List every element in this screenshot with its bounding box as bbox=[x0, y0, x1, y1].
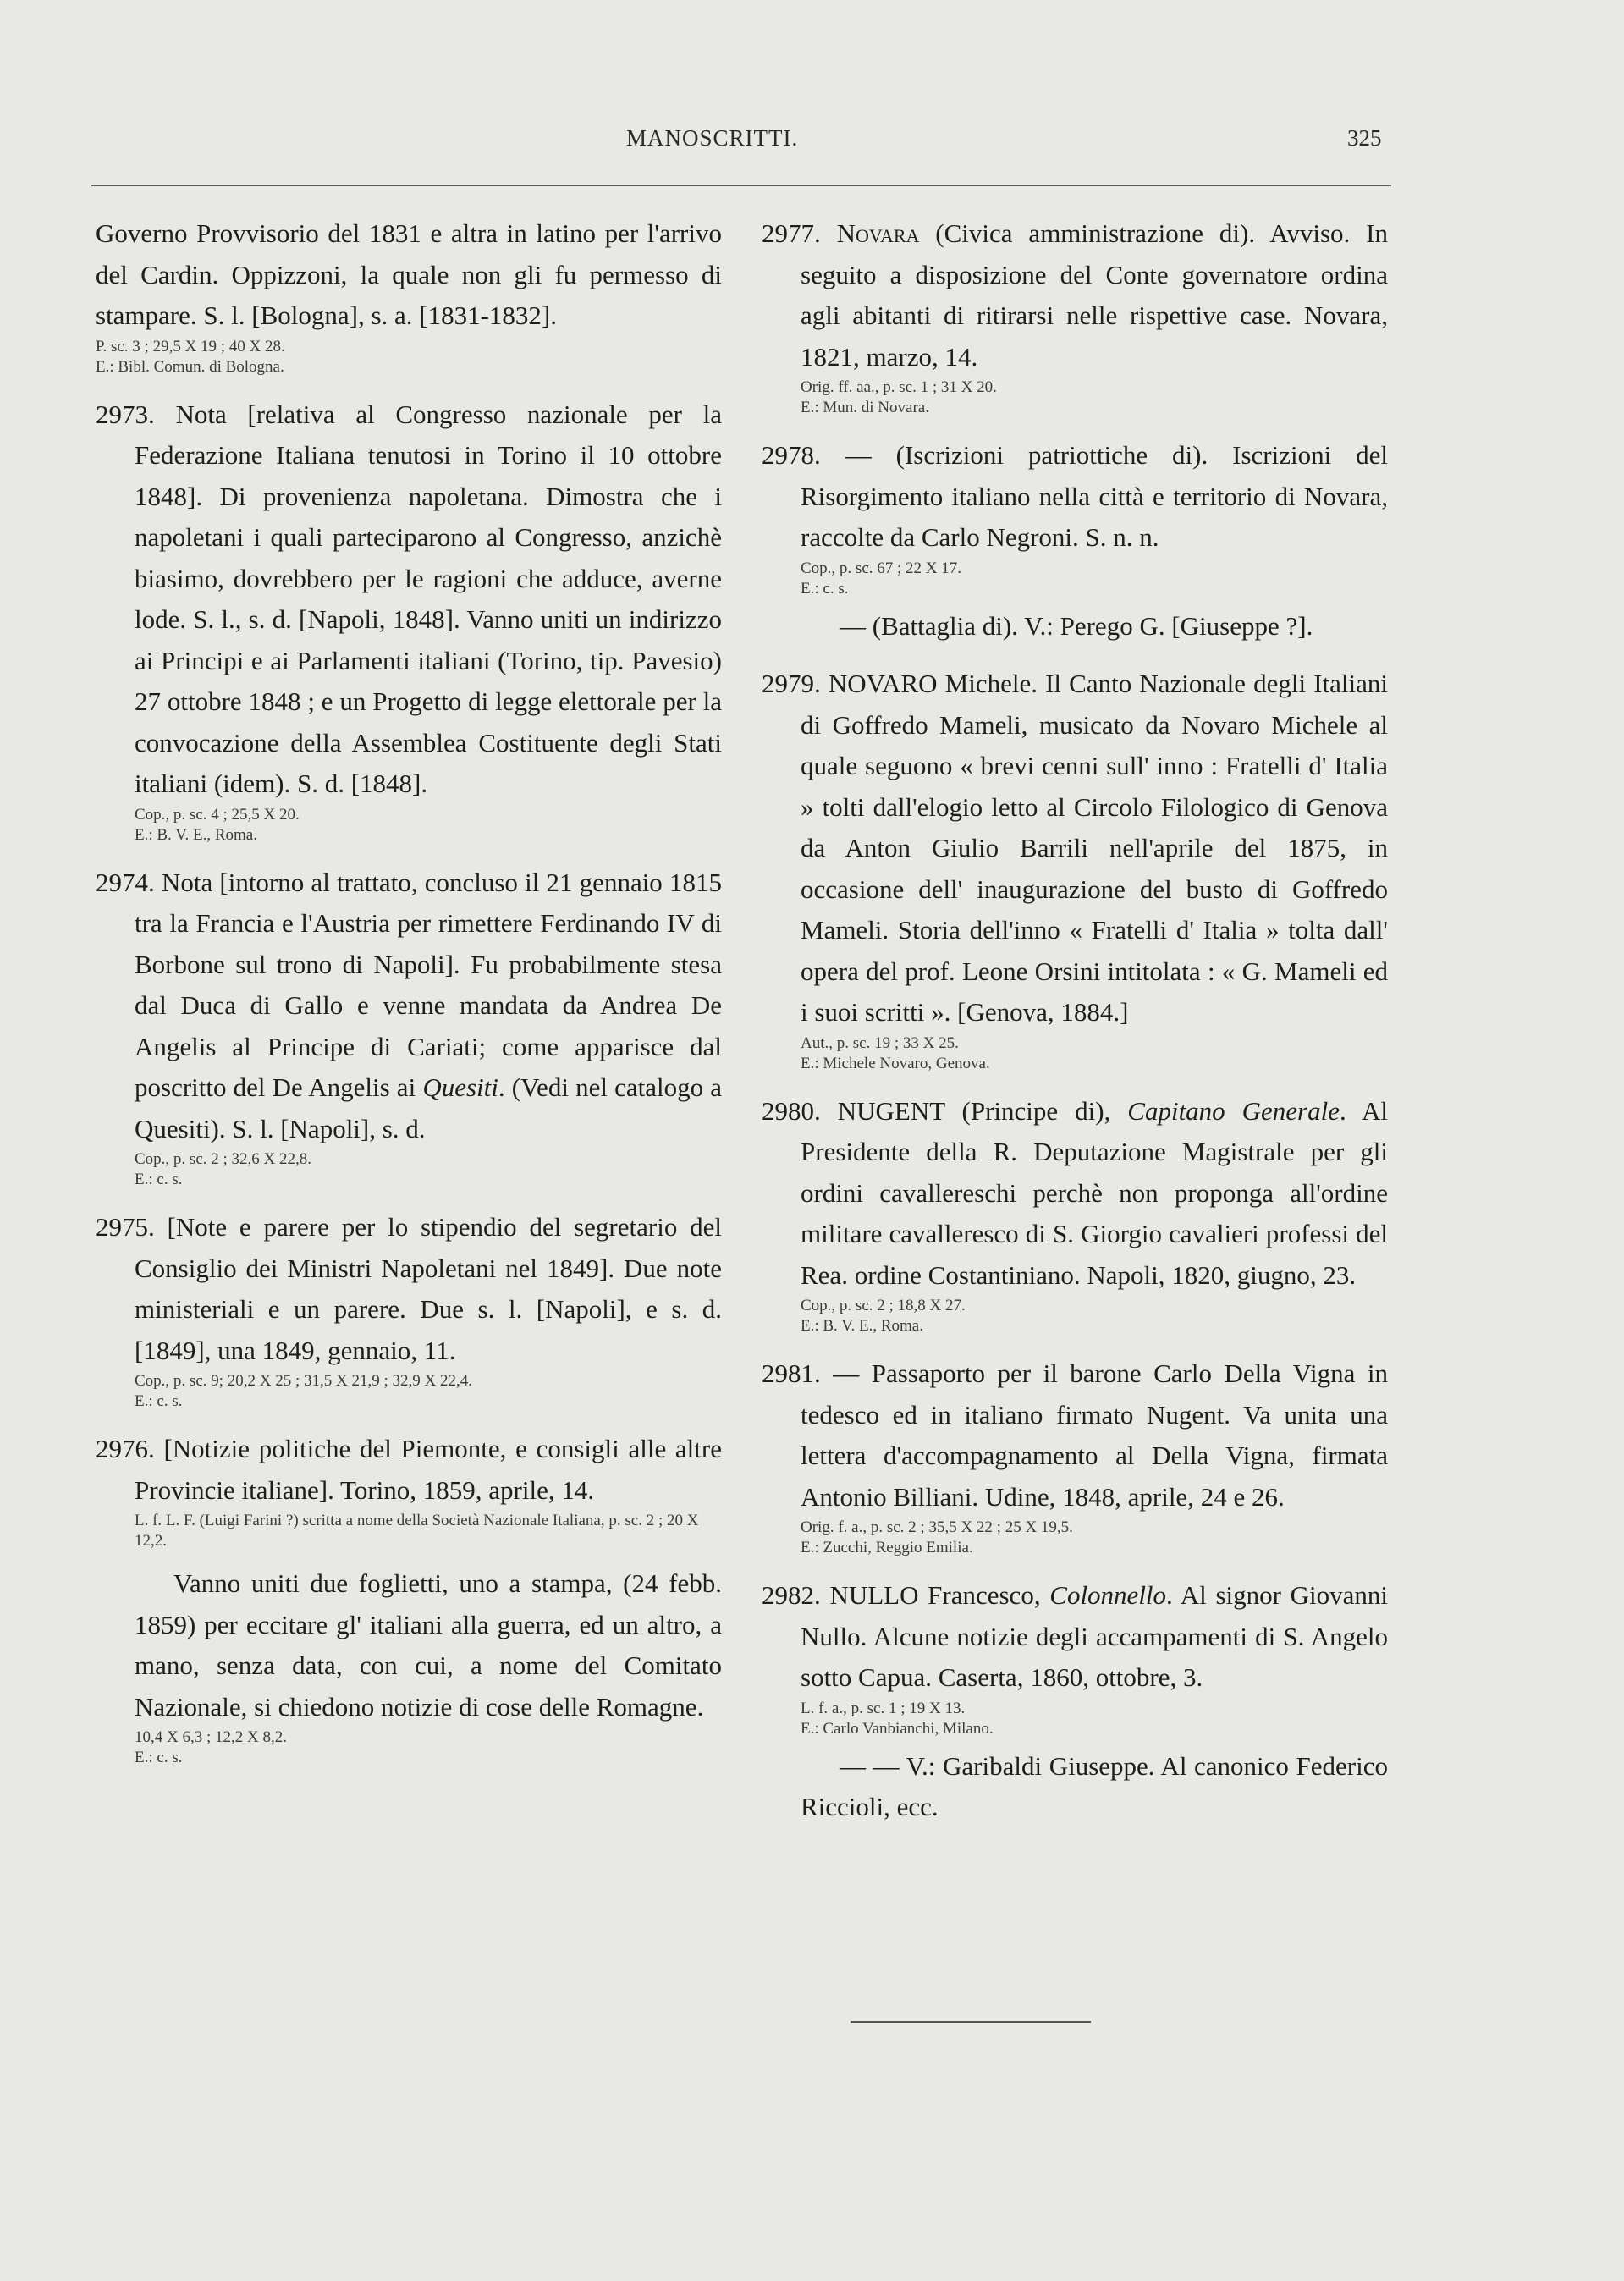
entry-meta-line: E.: c. s. bbox=[135, 1749, 183, 1766]
entry-meta-line: Cop., p. sc. 9; 20,2 X 25 ; 31,5 X 21,9 ; 32,9 X 22,4. bbox=[135, 1372, 472, 1390]
entry-meta-line: Orig. ff. aa., p. sc. 1 ; 31 X 20. bbox=[801, 378, 997, 396]
entry-number: 2973. bbox=[96, 399, 155, 429]
entry-text: [Note e parere per lo stipendio del segretario del Consiglio dei Ministri Napoletani nel 1849]. Due note ministeriali e un parere. Due s. l. [Napoli], e s. d. [1849], una 1849, gennaio, 11. bbox=[135, 1212, 722, 1365]
entry-2979 bbox=[762, 664, 1388, 1074]
entry-body bbox=[762, 664, 1388, 1033]
entry-meta-line: E.: Mun. di Novara. bbox=[801, 399, 929, 416]
entry-meta bbox=[96, 1727, 722, 1768]
entry-cross-reference: — — V.: Garibaldi Giuseppe. Al canonico Federico Riccioli, ecc. bbox=[801, 1750, 1388, 1821]
entry-meta-line: Cop., p. sc. 2 ; 18,8 X 27. bbox=[801, 1297, 966, 1314]
running-head-title: MANOSCRITTI. bbox=[626, 125, 799, 151]
entry-meta-line: L. f. a., p. sc. 1 ; 19 X 13. bbox=[801, 1699, 966, 1717]
entry-2978 bbox=[762, 435, 1388, 647]
entry-italic-text: Colonnello bbox=[1049, 1580, 1167, 1610]
entry-text: NULLO Francesco, bbox=[829, 1580, 1050, 1610]
entry-text: [Notizie politiche del Piemonte, e consigli alle altre Provincie italiane]. Torino, 1859, aprile, 14. bbox=[135, 1434, 722, 1505]
entry-text: (Civica amministrazione di). Avviso. In seguito a disposizione del Conte governatore ordina agli abitanti di ritirarsi nelle rispettive case. Novara, 1821, marzo, 14. bbox=[801, 218, 1388, 372]
entry-text: . Al Presidente della R. Deputazione Magistrale per gli ordini cavallereschi perchè non proponga all'ordine militare cavalleresco di S. Giorgio cavalieri professi del Rea. ordine Costantiniano. Napoli, 1820, giugno, 23. bbox=[801, 1095, 1389, 1290]
entry-number: 2981. bbox=[762, 1358, 821, 1388]
entry-number: 2978. bbox=[762, 440, 821, 470]
entry-meta bbox=[762, 1033, 1388, 1074]
entry-meta-line: L. f. L. F. (Luigi Farini ?) scritta a nome della Società Nazionale Italiana, p. sc. 2 ; 20 X 12,2. bbox=[135, 1512, 699, 1550]
header-rule bbox=[91, 185, 1391, 186]
entry-heading-name: Novara bbox=[836, 218, 920, 248]
entry-body bbox=[762, 213, 1388, 377]
entry-italic-text: Capitano Generale bbox=[1127, 1095, 1340, 1126]
entry-meta-line: E.: Bibl. Comun. di Bologna. bbox=[96, 357, 284, 376]
entry-text: — (Iscrizioni patriottiche di). Iscrizioni del Risorgimento italiano nella città e territorio di Novara, raccolte da Carlo Negroni. S. n. n. bbox=[801, 440, 1389, 552]
entry-note: Vanno uniti due foglietti, uno a stampa, (24 febb. 1859) per eccitare gl' italiani alla guerra, ed un altro, a mano, senza data, con cui, a nome del Comitato Nazionale, si chiedono notizie di cose delle Romagne. bbox=[135, 1568, 722, 1722]
entry-meta bbox=[96, 1149, 722, 1190]
entry-text: . (Vedi nel catalogo a Quesiti). S. l. [Napoli], s. d. bbox=[135, 1072, 722, 1143]
entry-meta bbox=[762, 1699, 1388, 1739]
entry-meta bbox=[96, 337, 722, 377]
entry-meta-line: E.: c. s. bbox=[135, 1392, 183, 1410]
entry-meta bbox=[762, 559, 1388, 599]
entry-meta-line: E.: Michele Novaro, Genova. bbox=[801, 1054, 990, 1072]
entry-meta-line: P. sc. 3 ; 29,5 X 19 ; 40 X 28. bbox=[96, 337, 285, 355]
entry-body bbox=[96, 1207, 722, 1371]
entry-meta-line: Orig. f. a., p. sc. 2 ; 35,5 X 22 ; 25 X 19,5. bbox=[801, 1518, 1073, 1536]
entry-number: 2977. bbox=[762, 218, 821, 248]
entry-number: 2974. bbox=[96, 867, 155, 897]
entry-text: . Al signor Giovanni Nullo. Alcune notizie degli accampamenti di S. Angelo sotto Capua. Caserta, 1860, ottobre, 3. bbox=[801, 1580, 1389, 1692]
entry-2977 bbox=[762, 213, 1388, 418]
entry-text: Governo Provvisorio del 1831 e altra in latino per l'arrivo del Cardin. Oppizzoni, la quale non gli fu permesso di stampare. S. l. [Bologna], s. a. [1831-1832]. bbox=[96, 218, 722, 330]
entry-meta bbox=[762, 1296, 1388, 1336]
entry-number: 2976. bbox=[96, 1434, 155, 1463]
entry-body bbox=[762, 435, 1388, 559]
entry-2975 bbox=[96, 1207, 722, 1412]
entry-cross-reference: — (Battaglia di). V.: Perego G. [Giuseppe ?]. bbox=[840, 610, 1313, 641]
entry-number: 2982. bbox=[762, 1580, 821, 1610]
entry-continued bbox=[96, 213, 722, 377]
entry-body bbox=[762, 1353, 1388, 1518]
left-column bbox=[96, 213, 722, 1785]
entry-text: Nota [intorno al trattato, concluso il 21 gennaio 1815 tra la Francia e l'Austria per rimettere Ferdinando IV di Borbone sul trono di Napoli]. Fu probabilmente stesa dal Duca di Gallo e venne mandata da Andrea De Angelis al Principe di Cariati; come apparisce dal poscritto del De Angelis ai bbox=[135, 867, 722, 1102]
entry-2982 bbox=[762, 1575, 1388, 1828]
entry-meta bbox=[96, 1511, 722, 1551]
entry-2974 bbox=[96, 862, 722, 1191]
entry-body bbox=[96, 1429, 722, 1511]
entry-number: 2980. bbox=[762, 1095, 821, 1126]
entry-number: 2975. bbox=[96, 1212, 155, 1242]
entry-2981 bbox=[762, 1353, 1388, 1558]
entry-meta-line: E.: Carlo Vanbianchi, Milano. bbox=[801, 1719, 994, 1738]
running-head bbox=[0, 125, 1624, 159]
entry-italic-text: Quesiti bbox=[422, 1072, 498, 1102]
entry-2976 bbox=[96, 1429, 722, 1768]
entry-meta-line: Aut., p. sc. 19 ; 33 X 25. bbox=[801, 1033, 959, 1052]
entry-meta-line: E.: Zucchi, Reggio Emilia. bbox=[801, 1539, 973, 1556]
section-end-rule bbox=[851, 2021, 1091, 2023]
right-column bbox=[762, 213, 1388, 1845]
entry-text: NUGENT (Principe di), bbox=[837, 1095, 1128, 1126]
entry-meta-line: Cop., p. sc. 67 ; 22 X 17. bbox=[801, 559, 961, 577]
entry-meta-line: Cop., p. sc. 4 ; 25,5 X 20. bbox=[135, 805, 300, 824]
entry-meta-line: E.: B. V. E., Roma. bbox=[135, 825, 257, 844]
entry-body bbox=[762, 1091, 1388, 1297]
entry-meta bbox=[762, 1518, 1388, 1558]
entry-number: 2979. bbox=[762, 669, 821, 698]
entry-meta-line: E.: c. s. bbox=[135, 1171, 183, 1188]
entry-meta-line: E.: B. V. E., Roma. bbox=[801, 1317, 923, 1335]
entry-meta bbox=[762, 377, 1388, 418]
entry-meta bbox=[96, 805, 722, 846]
entry-meta-line: E.: c. s. bbox=[801, 579, 849, 598]
entry-body bbox=[762, 1575, 1388, 1699]
page-number: 325 bbox=[1347, 125, 1382, 151]
entry-body bbox=[96, 394, 722, 805]
entry-2973 bbox=[96, 394, 722, 846]
entry-meta-line: Cop., p. sc. 2 ; 32,6 X 22,8. bbox=[135, 1150, 311, 1168]
entry-2980 bbox=[762, 1091, 1388, 1337]
entry-text: — Passaporto per il barone Carlo Della Vigna in tedesco ed in italiano firmato Nugent. Va unita una lettera d'accompagnamento al Della Vigna, firmata Antonio Billiani. Udine, 1848, aprile, 24 e 26. bbox=[801, 1358, 1388, 1512]
entry-meta bbox=[96, 1371, 722, 1412]
entry-text: Nota [relativa al Congresso nazionale per la Federazione Italiana tenutosi in Torino il 10 ottobre 1848]. Di provenienza napoletana. Dimostra che i napoletani i quali parteciparono al Congresso, anzichè biasimo, dovrebbero per le ragioni che adduce, averne lode. S. l., s. d. [Napoli, 1848]. Vanno uniti un indirizzo ai Principi e ai Parlamenti italiani (Torino, tip. Pavesio) 27 ottobre 1848 ; e un Progetto di legge elettorale per la convocazione della Assemblea Costituente degli Stati italiani (idem). S. d. [1848]. bbox=[135, 399, 723, 798]
entry-body bbox=[96, 862, 722, 1150]
entry-text: NOVARO Michele. Il Canto Nazionale degli Italiani di Goffredo Mameli, musicato da Novaro Michele al quale seguono « brevi cenni sull' inno : Fratelli d' Italia » tolti dall'elogio letto al Circolo Filologico di Genova da Anton Giulio Barrili nell'aprile del 1875, in occasione dell' inaugurazione del busto di Goffredo Mameli. Storia dell'inno « Fratelli d' Italia » tolta dall' opera del prof. Leone Orsini intitolata : « G. Mameli ed i suoi scritti ». [Genova, 1884.] bbox=[801, 669, 1389, 1027]
entry-meta-line: 10,4 X 6,3 ; 12,2 X 8,2. bbox=[135, 1728, 287, 1746]
